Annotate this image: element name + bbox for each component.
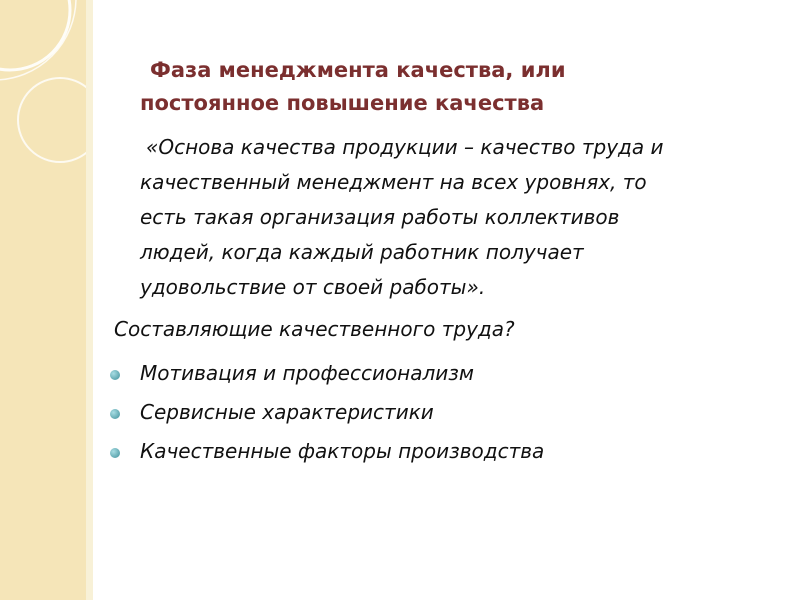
quote-line: людей, когда каждый работник получает <box>140 240 584 264</box>
slide-title <box>140 54 700 120</box>
bullet-dot-icon <box>110 370 120 380</box>
bullet-list <box>106 356 544 473</box>
bullet-dot-icon <box>110 448 120 458</box>
bullet-item <box>106 395 544 434</box>
bullet-text: Сервисные характеристики <box>140 400 434 424</box>
quote-block <box>140 130 780 305</box>
quote-line: есть такая организация работы коллективов <box>140 205 620 229</box>
title-line-1: Фаза менеджмента качества, или <box>150 58 566 82</box>
quote-line: качественный менеджмент на всех уровнях, то <box>140 170 647 194</box>
title-line-2: постоянное повышение качества <box>140 91 545 115</box>
quote-line: «Основа качества продукции – качество труда и <box>146 135 664 159</box>
bullet-item <box>106 356 544 395</box>
bullet-text: Мотивация и профессионализм <box>140 361 475 385</box>
bullet-item <box>106 434 544 473</box>
question-text: Составляющие качественного труда? <box>114 317 515 341</box>
bullet-dot-icon <box>110 409 120 419</box>
quote-line: удовольствие от своей работы». <box>140 275 486 299</box>
bullet-text: Качественные факторы производства <box>140 439 545 463</box>
